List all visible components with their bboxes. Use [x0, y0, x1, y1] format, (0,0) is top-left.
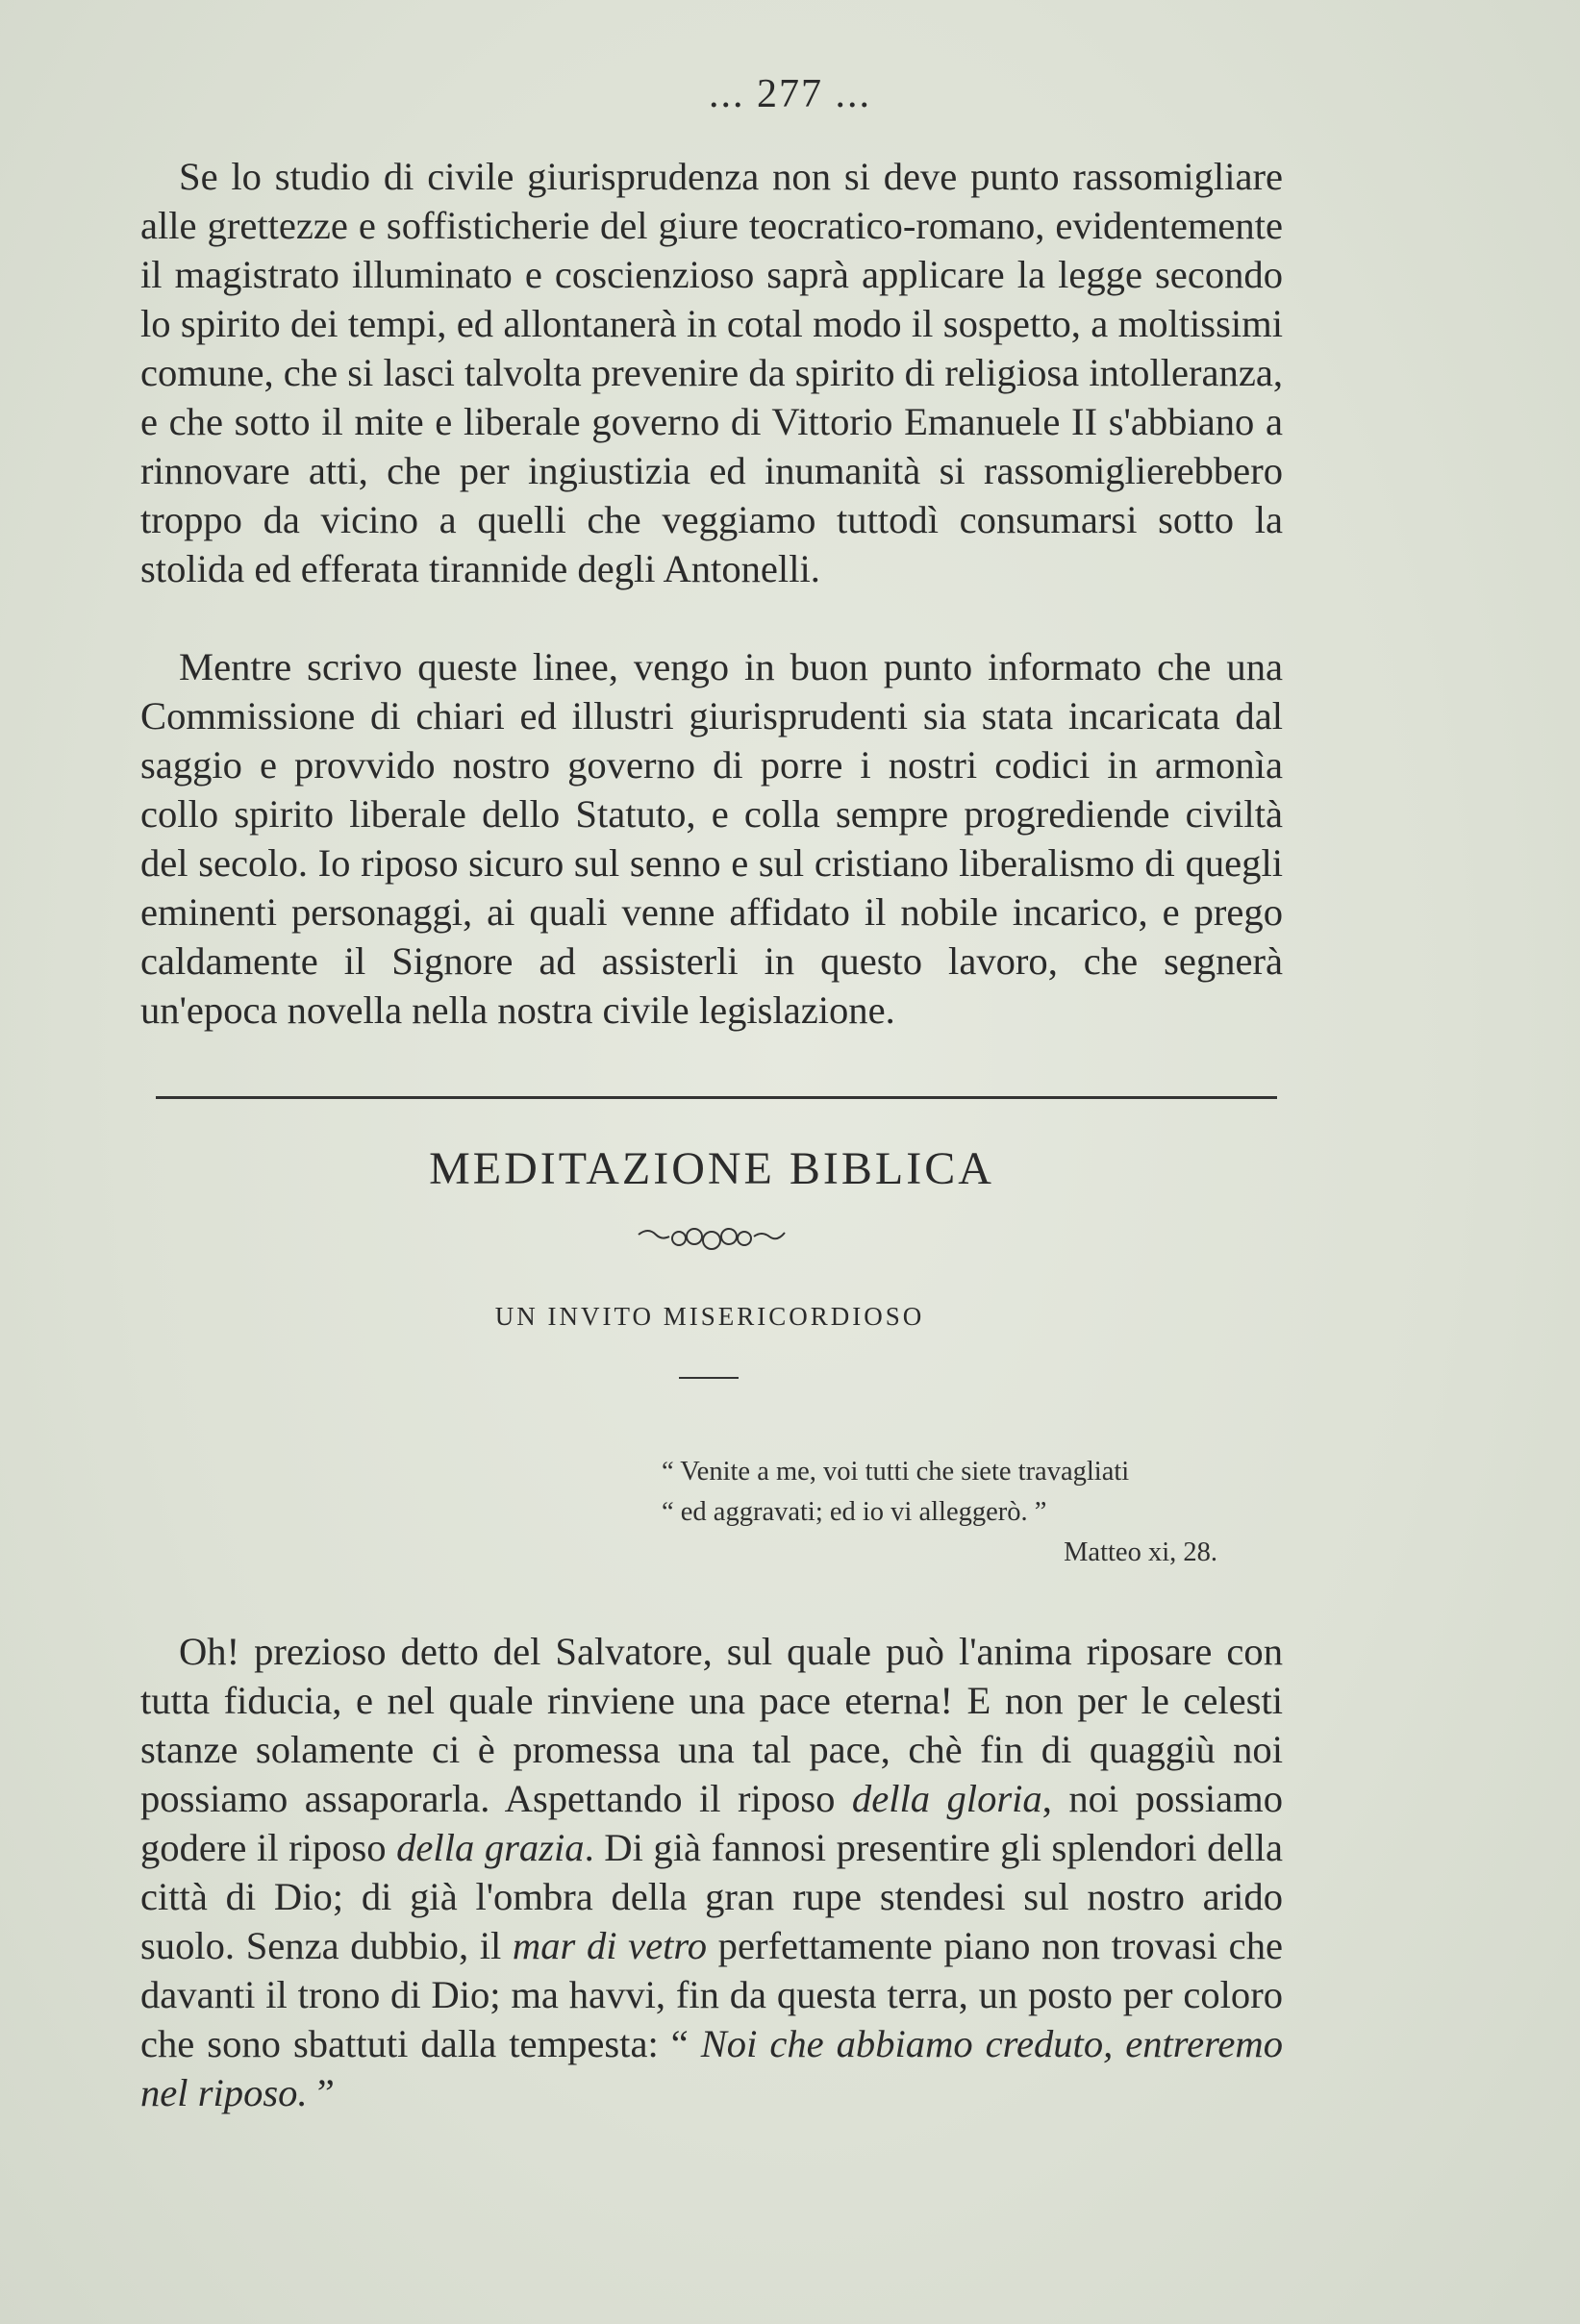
fleuron-ornament-icon: [635, 1219, 789, 1258]
italic-phrase: mar di vetro: [512, 1924, 708, 1967]
paragraph-legal-2: [140, 642, 1283, 1035]
paragraph-text: Se lo studio di civile giurisprudenza non si deve punto rassomigliare alle grettezze e soffisticherie del giure teocratico-romano, evidentemente il magistrato illuminato e coscienzioso saprà applicare la legge secondo lo spirito dei tempi, ed allontanerà in cotal modo il sospetto, a moltissimi comune, che si lasci talvolta prevenire da spirito di religiosa intolleranza, e che sotto il mite e liberale governo di Vittorio Emanuele II s'abbiano a rinnovare atti, che per ingiustizia ed inumanità si rassomiglierebbero troppo da vicino a quelli che veggiamo tuttodì consumarsi sotto la stolida ed efferata tirannide degli Antonelli.: [140, 155, 1283, 590]
text-segment: Oh! prezioso detto del Salvatore, sul quale può l'anima riposare con tutta fiducia, e nel quale rinviene una pace eterna! E non per le celesti stanze solamente ci è promessa una tal pace, chè fin di quaggiù noi possiamo assaporarla. Aspettando il riposo: [140, 1630, 1283, 1820]
epigraph-line: “ Venite a me, voi tutti che siete travagliati: [662, 1457, 1130, 1487]
section-title: MEDITAZIONE BIBLICA: [429, 1143, 994, 1194]
short-divider: [679, 1377, 739, 1379]
italic-quote: Noi che abbiamo creduto, entreremo nel riposo.: [140, 2022, 1283, 2114]
text-segment: , noi possiamo godere il riposo: [140, 1777, 1283, 1869]
italic-phrase: della grazia: [396, 1826, 585, 1869]
text-segment: perfettamente piano non trovasi che davanti il trono di Dio; ma havvi, fin da questa terra, un posto per coloro che sono sbattuti dalla tempesta: “: [140, 1924, 1283, 2065]
text-segment: . Di già fannosi presentire gli splendori della città di Dio; di già l'ombra della gran rupe stendesi sul nostro arido suolo. Senza dubbio, il: [140, 1826, 1284, 1967]
italic-phrase: della gloria: [851, 1777, 1042, 1820]
epigraph-citation: Matteo xi, 28.: [1064, 1537, 1217, 1567]
meditation-text: [140, 1627, 1283, 2117]
paragraph-legal-1: [140, 152, 1283, 593]
epigraph: [662, 1452, 1283, 1573]
text-segment: ”: [307, 2071, 335, 2114]
section-divider: [156, 1096, 1277, 1099]
paragraph-text: Mentre scrivo queste linee, vengo in buon punto informato che una Commissione di chiari ed illustri giurisprudenti sia stata incaricata dal saggio e provvido nostro governo di porre i nostri codici in armonìa collo spirito liberale dello Statuto, e colla sempre progrediende civiltà del secolo. Io riposo sicuro sul senno e sul cristiano liberalismo di quegli eminenti personaggi, ai quali venne affidato il nobile incarico, e prego caldamente il Signore ad assisterli in questo lavoro, che segnerà un'epoca novella nella nostra civile legislazione.: [140, 645, 1283, 1032]
section-subtitle: UN INVITO MISERICORDIOSO: [494, 1302, 925, 1331]
page-number: ... 277 ...: [709, 72, 871, 116]
epigraph-line: “ ed aggravati; ed io vi alleggerò. ”: [662, 1497, 1047, 1527]
meditation-paragraph: [140, 1627, 1283, 2117]
